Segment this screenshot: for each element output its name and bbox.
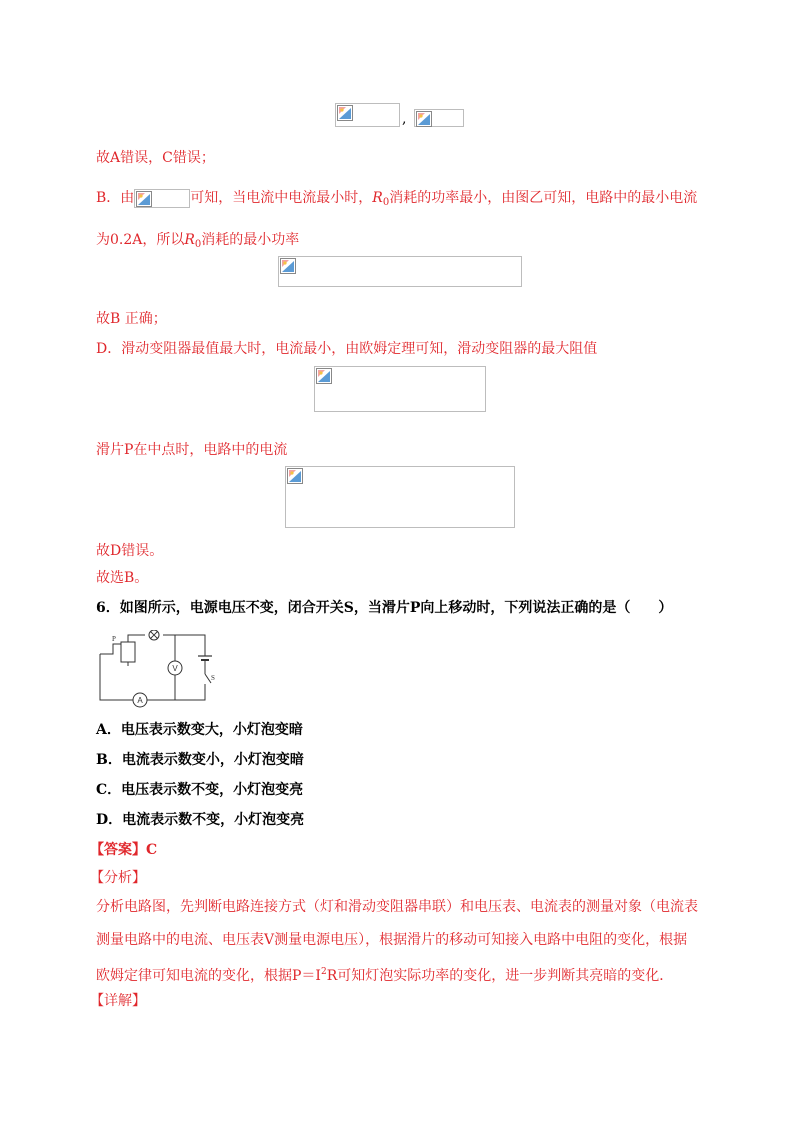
broken-image-icon: [280, 258, 296, 274]
conclusion-d: 故D错误。: [96, 543, 164, 559]
analysis-superscript: 2: [320, 967, 327, 977]
analysis-tag: 【分析】: [90, 870, 146, 886]
broken-image-icon: [416, 111, 432, 127]
conclusion-b: 故B 正确；: [96, 311, 167, 327]
formula-image-4: [278, 256, 522, 287]
option-b: B．电流表示数变小，小灯泡变暗: [96, 752, 304, 768]
analysis-line-3-b: R可知灯泡实际功率的变化，进一步判断其亮暗的变化．: [326, 968, 674, 984]
broken-image-icon: [316, 368, 332, 384]
analysis-line-1: 分析电路图，先判断电路连接方式（灯和滑动变阻器串联）和电压表、电流表的测量对象（电流表: [96, 899, 698, 915]
option-d-analysis-line2: 滑片P在中点时，电路中的电流: [96, 442, 288, 458]
analysis-line-3: [96, 962, 673, 986]
final-choice: 故选B。: [96, 570, 149, 586]
detail-tag: 【详解】: [90, 993, 146, 1009]
broken-image-icon: [337, 105, 353, 121]
answer-tag: 【答案】: [90, 842, 146, 858]
formula-separator: ,: [402, 111, 407, 127]
ammeter-label: A: [137, 696, 143, 705]
formula-image-5: [314, 366, 486, 412]
option-b-prefix: B．由: [96, 190, 135, 206]
question-6-stem: 6．如图所示，电源电压不变，闭合开关S，当滑片P向上移动时，下列说法正确的是（ ）: [96, 600, 673, 616]
option-b-analysis-line2: [96, 230, 299, 255]
option-b-line2-a: 为0.2A，所以: [96, 232, 185, 248]
formula-image-1: [335, 103, 400, 127]
formula-image-3: [134, 189, 190, 208]
answer-value: C: [146, 842, 158, 858]
switch-label: S: [211, 674, 215, 682]
option-a: A．电压表示数变大，小灯泡变暗: [96, 722, 303, 738]
r0-symbol: R: [372, 190, 383, 206]
r0-symbol-2: R: [184, 232, 195, 248]
option-d-analysis-line1: D．滑动变阻器最值最大时，电流最小，由欧姆定理可知，滑动变阻器的最大阻值: [96, 341, 598, 357]
option-c: C．电压表示数不变，小灯泡变亮: [96, 782, 304, 798]
r0-subscript-2: 0: [194, 239, 202, 250]
lamp-symbol: [149, 630, 159, 640]
answer-line: [90, 840, 157, 860]
formula-image-2: [414, 109, 464, 127]
option-b-text-a: 可知，当电流中电流最小时，: [190, 190, 373, 206]
option-b-analysis-line1: [96, 188, 697, 213]
r0-subscript: 0: [382, 197, 390, 208]
voltmeter-label: V: [172, 664, 178, 673]
formula-image-6: [285, 466, 515, 528]
conclusion-ac: 故A错误，C错误；: [96, 150, 215, 166]
analysis-line-3-a: 欧姆定律可知电流的变化，根据P＝I: [96, 968, 321, 984]
option-b-line2-b: 消耗的最小功率: [201, 232, 300, 248]
broken-image-icon: [287, 468, 303, 484]
option-d: D．电流表示数不变，小灯泡变亮: [96, 812, 305, 828]
slider-label: P: [112, 635, 116, 643]
circuit-diagram: [95, 630, 220, 708]
broken-image-icon: [136, 191, 152, 207]
analysis-line-2: 测量电路中的电流、电压表V测量电源电压），根据滑片的移动可知接入电路中电阻的变化，根据: [96, 932, 688, 948]
option-b-text-b: 消耗的功率最小，由图乙可知，电路中的最小电流: [389, 190, 698, 206]
